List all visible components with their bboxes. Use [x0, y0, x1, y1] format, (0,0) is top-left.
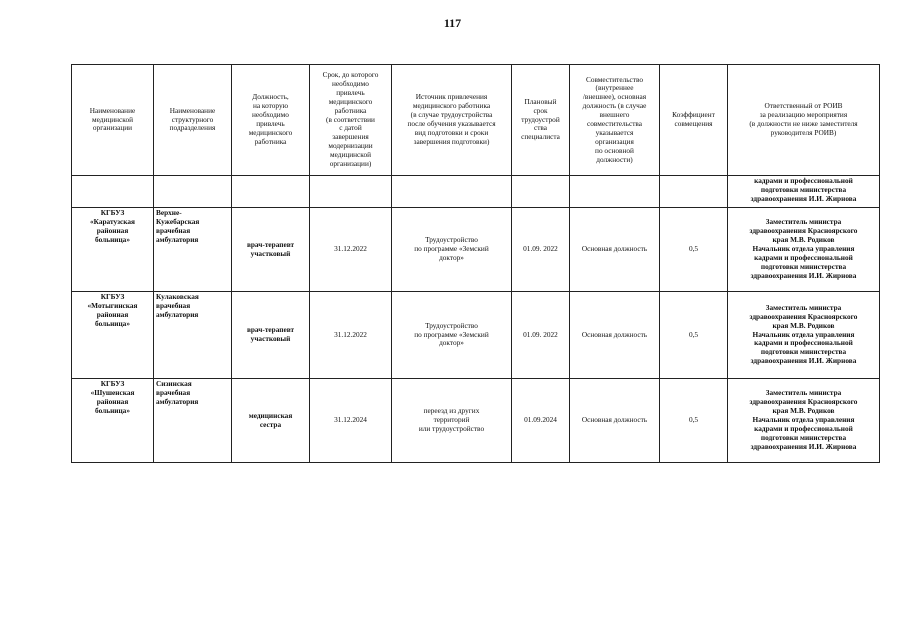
cell-structural-unit: Кулаковская врачебная амбулатория: [154, 292, 232, 379]
cell-empty: [154, 176, 232, 208]
cell-empty: [310, 176, 392, 208]
cell-deadline: 31.12.2022: [310, 208, 392, 292]
table-row: [72, 208, 880, 292]
cell-combination: Основная должность: [570, 292, 660, 379]
cell-structural-unit: Верхне- Кужебарская врачебная амбулатория: [154, 208, 232, 292]
cell-position: врач-терапевт участковый: [232, 292, 310, 379]
header-position: Должность, на которую необходимо привлечь медицинского работника: [232, 65, 310, 176]
cell-deadline: 31.12.2022: [310, 292, 392, 379]
cell-empty: [512, 176, 570, 208]
cell-position: медицинская сестра: [232, 379, 310, 463]
cell-position: врач-терапевт участковый: [232, 208, 310, 292]
cell-empty: [660, 176, 728, 208]
cell-empty: [232, 176, 310, 208]
cell-empty: [570, 176, 660, 208]
cell-structural-unit: Сизинская врачебная амбулатория: [154, 379, 232, 463]
cell-responsible: кадрами и профессиональной подготовки министерства здравоохранения И.И. Жирнова: [728, 176, 880, 208]
cell-coefficient: 0,5: [660, 208, 728, 292]
cell-source: переезд из других территорий или трудоустройство: [392, 379, 512, 463]
cell-organization: КГБУЗ «Каратузская районная больница»: [72, 208, 154, 292]
table-row: [72, 379, 880, 463]
table-row-continuation: [72, 176, 880, 208]
table-header-row: [72, 65, 880, 176]
cell-planned-date: 01.09. 2022: [512, 292, 570, 379]
cell-responsible: Заместитель министра здравоохранения Красноярского края М.В. Родиков Начальник отдела управления кадрами и профессиональной подготовки министерства здравоохранения И.И. Жирнова: [728, 379, 880, 463]
cell-empty: [392, 176, 512, 208]
cell-planned-date: 01.09.2024: [512, 379, 570, 463]
cell-organization: КГБУЗ «Шушенская районная больница»: [72, 379, 154, 463]
cell-coefficient: 0,5: [660, 292, 728, 379]
header-organization: Наименование медицинской организации: [72, 65, 154, 176]
header-responsible: Ответственный от РОИВ за реализацию мероприятия (в должности не ниже заместителя руководителя РОИВ): [728, 65, 880, 176]
page-number: 117: [443, 16, 462, 30]
cell-organization: КГБУЗ «Мотыгинская районная больница»: [72, 292, 154, 379]
cell-responsible: Заместитель министра здравоохранения Красноярского края М.В. Родиков Начальник отдела управления кадрами и профессиональной подготовки министерства здравоохранения И.И. Жирнова: [728, 292, 880, 379]
header-coefficient: Коэффициент совмещения: [660, 65, 728, 176]
cell-responsible: Заместитель министра здравоохранения Красноярского края М.В. Родиков Начальник отдела управления кадрами и профессиональной подготовки министерства здравоохранения И.И. Жирнова: [728, 208, 880, 292]
staffing-table: [71, 64, 880, 463]
table-row: [72, 292, 880, 379]
cell-source: Трудоустройство по программе «Земский доктор»: [392, 208, 512, 292]
cell-planned-date: 01.09. 2022: [512, 208, 570, 292]
cell-combination: Основная должность: [570, 208, 660, 292]
header-source: Источник привлечения медицинского работника (в случае трудоустройства после обучения указывается вид подготовки и сроки завершения подготовки): [392, 65, 512, 176]
cell-deadline: 31.12.2024: [310, 379, 392, 463]
cell-coefficient: 0,5: [660, 379, 728, 463]
cell-empty: [72, 176, 154, 208]
header-combination: Совместительство (внутреннее /внешнее), основная должность (в случае внешнего совместительства указывается организация по основной должности): [570, 65, 660, 176]
header-structural-unit: Наименование структурного подразделения: [154, 65, 232, 176]
cell-combination: Основная должность: [570, 379, 660, 463]
header-planned-date: Плановый срок трудоустрой ства специалиста: [512, 65, 570, 176]
cell-source: Трудоустройство по программе «Земский доктор»: [392, 292, 512, 379]
header-deadline: Срок, до которого необходимо привлечь медицинского работника (в соответствии с датой завершения модернизации медицинской организации): [310, 65, 392, 176]
